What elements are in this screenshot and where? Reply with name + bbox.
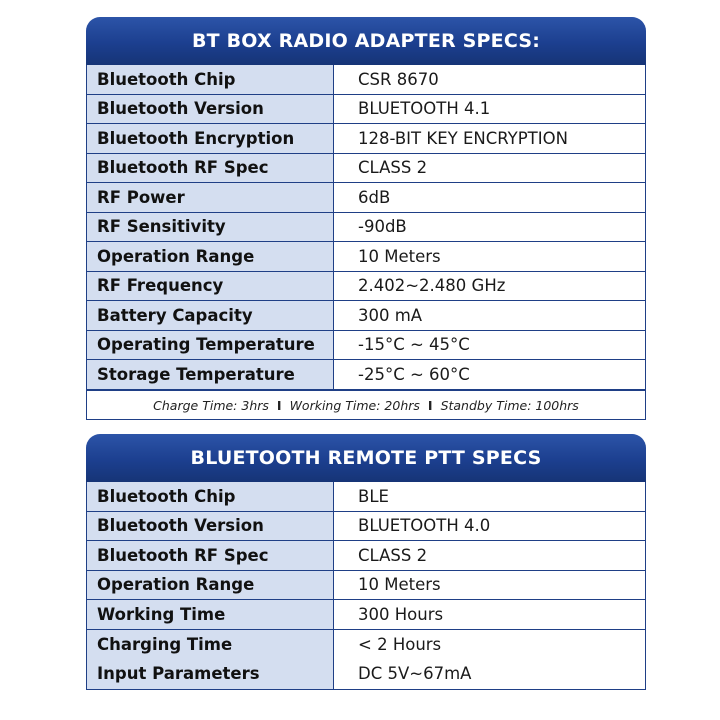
- spec-label: Working Time: [87, 600, 334, 629]
- spec-row-bluetooth-chip: [87, 65, 645, 95]
- spec-label: Storage Temperature: [87, 360, 334, 389]
- spec-value: CSR 8670: [358, 69, 439, 89]
- spec-value: CLASS 2: [358, 158, 428, 178]
- spec-label: RF Frequency: [87, 272, 334, 301]
- spec-value: -25°C ~ 60°C: [358, 364, 470, 384]
- spec-row-operation-range: [87, 242, 645, 272]
- spec-value: 6dB: [358, 187, 391, 207]
- spec-value: BLUETOOTH 4.1: [358, 99, 491, 119]
- spec-row-operation-range: [87, 571, 645, 601]
- ptt-specs-card: [86, 434, 646, 690]
- spec-value: -90dB: [358, 217, 407, 237]
- spec-label: Operation Range: [87, 571, 334, 600]
- bt-box-specs-card: [86, 17, 646, 420]
- spec-row-charging-time: [87, 630, 645, 660]
- spec-label: Charging Time: [87, 630, 334, 660]
- spec-row-storage-temperature: [87, 360, 645, 390]
- spec-footer-row: [87, 390, 645, 420]
- spec-row-bluetooth-chip: [87, 482, 645, 512]
- spec-row-operating-temperature: [87, 331, 645, 361]
- spec-label: Bluetooth Version: [87, 95, 334, 124]
- spec-value: 10 Meters: [358, 575, 441, 595]
- spec-value: BLE: [358, 486, 389, 506]
- spec-row-battery-capacity: [87, 301, 645, 331]
- spec-row-bluetooth-rf-spec: [87, 154, 645, 184]
- spec-label: Bluetooth Chip: [87, 65, 334, 94]
- spec-value: < 2 Hours: [358, 634, 442, 654]
- spec-row-rf-sensitivity: [87, 213, 645, 243]
- spec-row-rf-frequency: [87, 272, 645, 302]
- charge-time-text: Charge Time: 3hrs: [153, 398, 269, 413]
- spec-label: Bluetooth Version: [87, 512, 334, 541]
- spec-value: DC 5V~67mA: [358, 664, 472, 684]
- spec-value: BLUETOOTH 4.0: [358, 516, 491, 536]
- spec-label: Bluetooth RF Spec: [87, 154, 334, 183]
- spec-value: 128-BIT KEY ENCRYPTION: [358, 128, 568, 148]
- spec-footer: [87, 391, 645, 421]
- working-time-text: Working Time: 20hrs: [289, 398, 420, 413]
- spec-label: Bluetooth RF Spec: [87, 541, 334, 570]
- spec-label: RF Sensitivity: [87, 213, 334, 242]
- spec-value: 300 Hours: [358, 604, 444, 624]
- footer-separator: I: [427, 398, 433, 413]
- spec-row-bluetooth-rf-spec: [87, 541, 645, 571]
- ptt-specs-table: [86, 482, 646, 690]
- spec-row-rf-power: [87, 183, 645, 213]
- spec-row-working-time: [87, 600, 645, 630]
- spec-value: 300 mA: [358, 305, 423, 325]
- spec-value: 10 Meters: [358, 246, 441, 266]
- spec-value: -15°C ~ 45°C: [358, 335, 470, 355]
- spec-row-bluetooth-version: [87, 95, 645, 125]
- spec-row-bluetooth-version: [87, 512, 645, 542]
- bt-box-specs-table: [86, 65, 646, 420]
- ptt-specs-title: BLUETOOTH REMOTE PTT SPECS: [86, 434, 646, 482]
- spec-label: Battery Capacity: [87, 301, 334, 330]
- spec-row-bluetooth-encryption: [87, 124, 645, 154]
- spec-value: CLASS 2: [358, 545, 428, 565]
- standby-time-text: Standby Time: 100hrs: [440, 398, 579, 413]
- spec-label: Operation Range: [87, 242, 334, 271]
- spec-label: Input Parameters: [87, 659, 334, 689]
- spec-row-input-parameters: [87, 659, 645, 689]
- spec-label: Bluetooth Chip: [87, 482, 334, 511]
- spec-label: RF Power: [87, 183, 334, 212]
- spec-label: Operating Temperature: [87, 331, 334, 360]
- spec-label: Bluetooth Encryption: [87, 124, 334, 153]
- bt-box-specs-title: BT BOX RADIO ADAPTER SPECS:: [86, 17, 646, 65]
- footer-separator: I: [276, 398, 282, 413]
- spec-value: 2.402~2.480 GHz: [358, 276, 506, 296]
